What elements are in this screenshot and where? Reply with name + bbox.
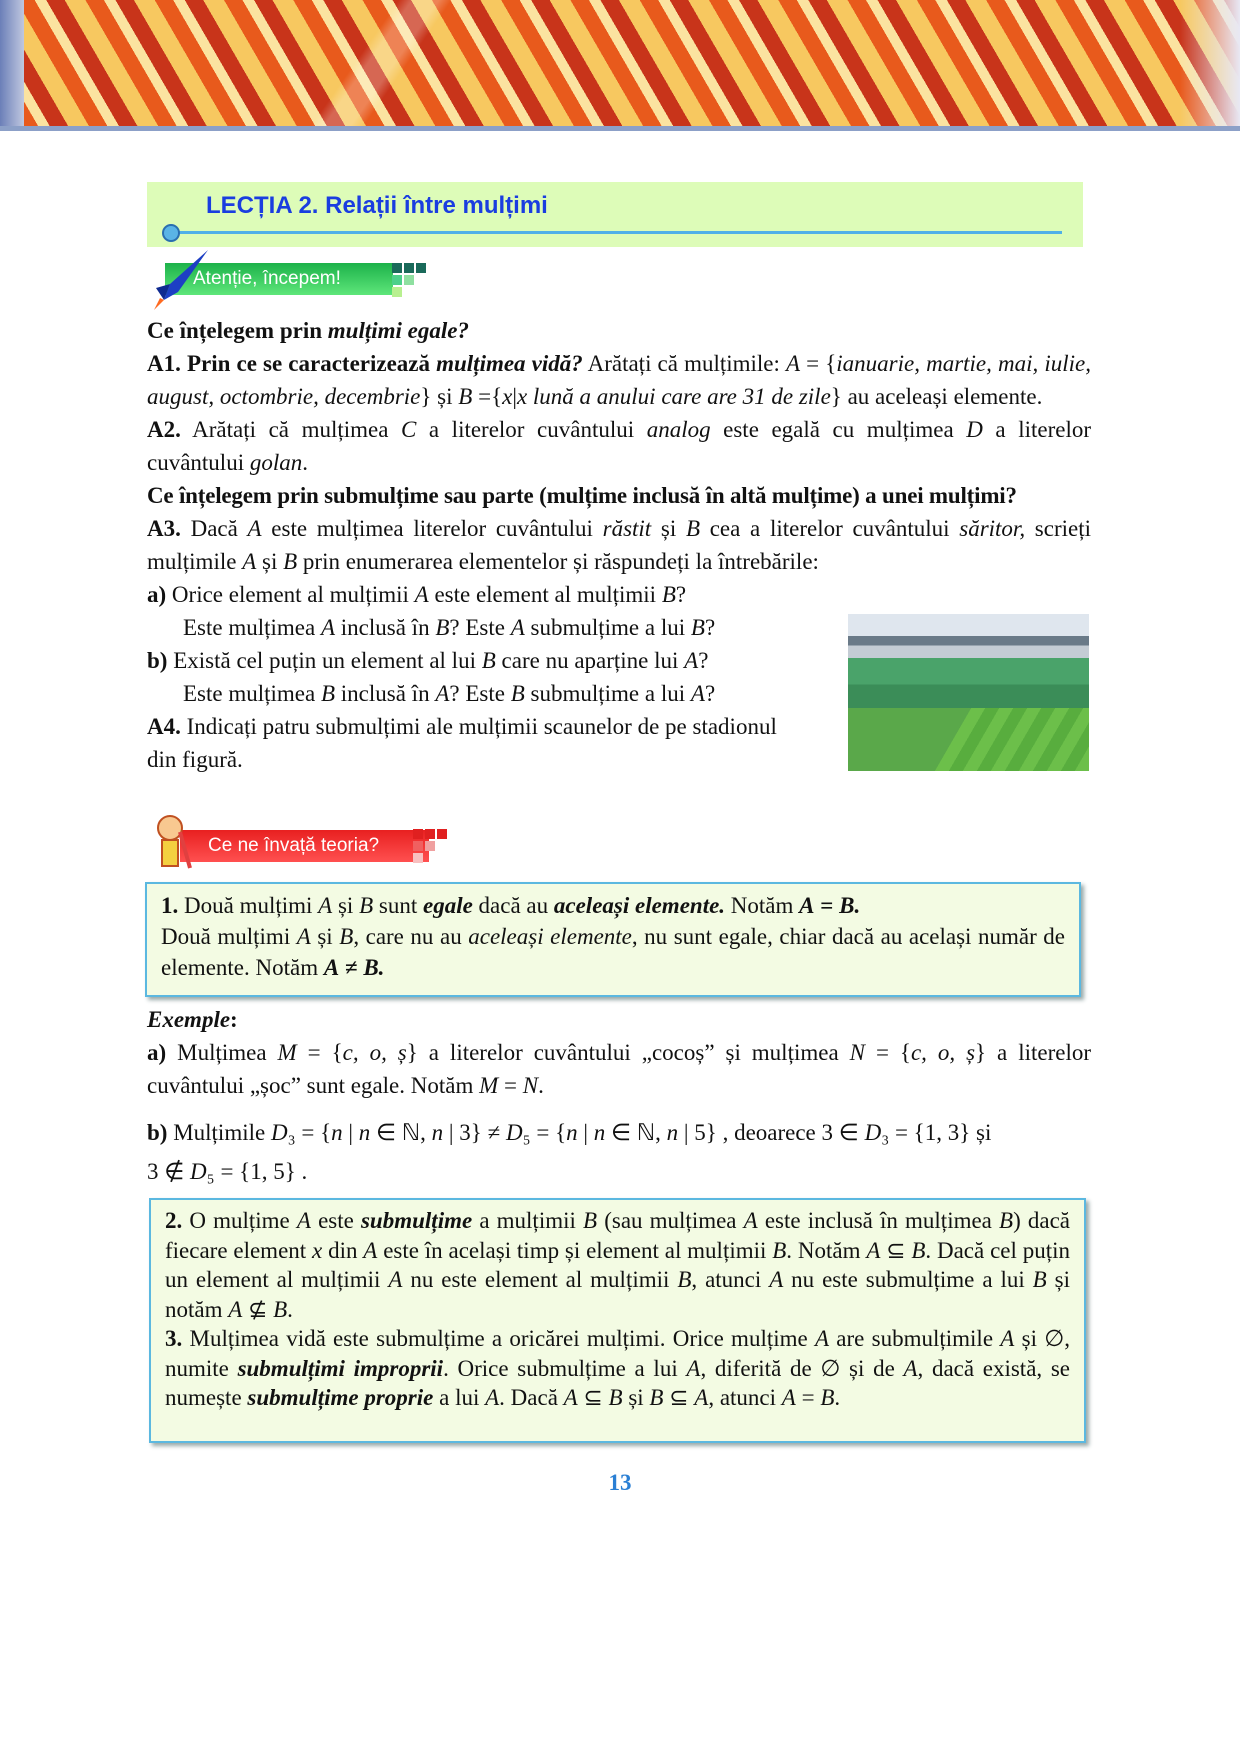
text-segment: mulțimea vidă? [436,351,583,376]
text-segment: ₅ = { [522,1120,567,1145]
rocket-icon [150,248,212,312]
examples-heading [147,1003,1091,1036]
example-b [147,1116,1091,1149]
text-segment: și notăm [165,1267,1070,1322]
text-segment: | 3} ≠ [443,1120,506,1145]
text-segment: Este mulțimea [183,681,321,706]
text-segment: = [795,1385,821,1410]
girl-pencil-icon [150,812,194,872]
text-segment: , atunci [708,1385,782,1410]
text-segment: | [512,384,517,409]
text-segment: = { [800,351,837,376]
text-segment: și [310,924,340,949]
text-segment: și [651,516,686,541]
text-segment: B [583,1208,598,1233]
text-segment: A [781,1385,796,1410]
text-segment: ={ [472,384,503,409]
text-segment: N [522,1073,539,1098]
text-segment: 2. [165,1208,183,1233]
text-segment: și [332,893,360,918]
text-segment: ? [704,615,716,640]
text-segment: B [820,1385,835,1410]
text-segment: ∈ ℕ, [370,1120,432,1145]
text-segment: x [312,1237,323,1263]
text-segment: ) dacă fiecare element [165,1208,1070,1263]
text-segment: 3 ∉ [147,1159,191,1184]
page-number: 13 [608,1470,632,1495]
section-badge-theory [180,830,429,862]
text-segment: x lună a anului care are 31 de zile [516,384,831,409]
text-segment: Indicați patru submulțimi ale mulțimii scaunelor de pe stadionul [180,714,777,739]
text-segment: A [684,648,699,673]
text-segment: . Dacă cel puțin un element al mulțimii [165,1237,1070,1292]
text-segment: Mulțimea vidă este submulțime a oricărei mulțimi. Orice mulțime [182,1326,815,1351]
text-segment: A [510,615,525,640]
text-segment: A [363,1237,378,1263]
text-segment: A [866,1237,881,1263]
text-segment: n [431,1120,444,1145]
text-segment: ? [675,582,687,607]
text-segment: N [849,1040,865,1065]
text-segment: B [359,893,374,918]
header-banner-image [0,0,1240,128]
text-segment: nu este element al mulțimii [402,1267,678,1292]
text-segment: submulțime a lui [524,681,691,706]
text-segment: A [228,1296,243,1322]
exercise-a2 [147,413,1091,479]
text-segment: aceleași elemente. [553,893,726,918]
text-segment: ₅ = {1, 5} . [206,1159,308,1184]
exercise-a3 [147,512,1091,578]
text-segment: este egală cu mulțimea [710,417,967,442]
text-segment: . Notăm [786,1237,867,1263]
text-segment: ianuarie, martie, mai, iulie, august, octombrie, decembrie [147,351,1091,409]
text-segment: Două mulțimi [178,893,319,918]
text-segment: A [414,582,429,607]
text-segment: A [690,681,705,706]
text-segment: Mulțimea [166,1040,278,1065]
text-segment: B [273,1296,288,1322]
theory-3 [165,1324,1070,1413]
text-segment: este inclusă în mulțimea [757,1208,1000,1233]
text-segment: ? Este [449,615,511,640]
text-segment: ? [704,681,716,706]
lesson-bullet-dot [162,224,180,242]
lesson-header [147,182,1083,247]
text-segment: } a literelor cuvântului „șoc” sunt egale. Notăm [147,1040,1092,1098]
text-segment: O mulțime [182,1208,297,1233]
text-segment: are submulțimile [829,1326,1001,1351]
text-segment: D [864,1120,882,1145]
text-segment: B [772,1237,787,1263]
text-segment: , nu sunt egale, chiar dacă au același număr de elemente. Notăm [161,924,1065,980]
text-segment: inclusă în [335,681,436,706]
text-segment: B [608,1385,623,1410]
text-segment: A [242,549,257,574]
text-segment: A [320,615,336,640]
badge-label: Atenție, începem! [193,268,341,289]
text-segment: A1. Prin ce se caracterizează [147,351,437,376]
text-segment: B [1032,1267,1047,1292]
text-segment: A [296,924,311,949]
text-segment: Există cel puțin un element al lui [167,648,482,673]
text-segment: răstit [602,516,652,541]
text-segment: ₃ = {1, 3} și [881,1120,992,1145]
examples [147,1003,1091,1188]
theory-2 [165,1206,1070,1324]
text-segment: B [320,681,336,706]
text-segment: , dacă există, se numește [165,1355,1070,1410]
text-segment: dacă au [472,893,554,918]
text-segment: c, o, ș [342,1040,407,1065]
text-segment: . [834,1385,841,1410]
text-segment: din figură. [147,747,243,772]
text-segment: B [435,615,450,640]
text-segment: sunt [373,893,423,918]
text-segment: submulțimi improprii [237,1355,444,1381]
text-segment: B [685,516,701,541]
text-segment: B [677,1267,692,1292]
text-segment: } și [420,384,459,409]
text-segment: scrieți mulțimile [147,516,1091,574]
text-segment: este element al mulțimii [428,582,662,607]
text-segment: mulțimi egale? [327,318,469,343]
lesson-title: LECȚIA 2. Relații între mulțimi [206,192,548,219]
text-segment: } a literelor cuvântului „cocoș” și mulțimea [406,1040,850,1065]
text-segment: n [593,1120,606,1145]
text-segment: a mulțimii [472,1208,584,1233]
text-segment: Orice element al mulțimii [166,582,415,607]
text-segment: ⊆ [880,1237,912,1263]
text-segment: A [786,351,801,376]
text-segment: } au aceleași elemente. [830,384,1043,409]
text-segment: B [339,924,354,949]
text-segment: A [323,955,340,980]
text-segment: (sau mulțimea [597,1208,744,1233]
text-segment: n [331,1120,343,1145]
text-segment: | [342,1120,359,1145]
heading-equal-sets [147,314,1091,347]
example-b-2 [147,1155,1091,1188]
text-segment: Ce înțelegem prin submulțime sau parte (mulțime inclusă în altă mulțime) a unei mulțimi? [147,483,1017,508]
banner-divider [0,126,1240,131]
text-segment: c, o, ș [910,1040,976,1065]
text-segment: din [322,1237,364,1263]
text-segment: . [302,450,308,475]
theory-box-subsets [149,1198,1086,1443]
text-segment: și [622,1385,650,1410]
a3-line-a [147,578,1091,611]
text-segment: A [743,1208,758,1233]
theory-1-line-1 [161,890,1065,921]
text-segment: A [296,1208,311,1233]
text-segment: , diferită de ∅ și de [700,1355,904,1381]
text-segment: ₃ = { [287,1120,332,1145]
text-segment: A [686,1355,701,1381]
text-segment: 3. [165,1326,183,1351]
text-segment: B [458,384,473,409]
text-segment: inclusă în [335,615,436,640]
text-segment: a) [147,582,167,607]
text-segment: M [277,1040,297,1065]
text-segment: Mulțimile [167,1120,271,1145]
text-segment: : [230,1007,238,1032]
text-segment: A [247,516,262,541]
text-segment: A [769,1267,784,1292]
banner-right-fade [1180,0,1240,128]
text-segment: , atunci [691,1267,770,1292]
text-segment: . Orice submulțime a lui [443,1355,687,1381]
text-segment: egale [422,893,473,918]
text-segment: analog [646,417,711,442]
text-segment: a literelor cuvântului [147,417,1092,475]
text-segment: submulțime a lui [524,615,691,640]
text-segment: care nu aparține lui [495,648,685,673]
text-segment: cea a literelor cuvântului [700,516,960,541]
text-segment: . Dacă [499,1385,564,1410]
text-segment: n [566,1120,578,1145]
text-segment: nu este submulțime a lui [783,1267,1033,1292]
stadium-photo [848,614,1089,771]
text-segment: ≠ [339,955,364,980]
text-segment: și ∅, numite [165,1326,1071,1381]
text-segment: este în același timp și element al mulțimii [377,1237,773,1263]
exercise-a1 [147,347,1091,413]
text-segment: Exemple [147,1007,231,1032]
text-segment: b) [147,648,168,673]
banner-left-strip [0,0,24,128]
text-segment: și [256,549,284,574]
text-segment: Ce înțelegem prin [147,318,328,343]
text-segment: D [190,1159,207,1184]
text-segment: submulțime [360,1208,473,1233]
text-segment: | 5} , deoarece 3 ∈ [678,1120,865,1145]
text-segment: B [481,648,496,673]
text-segment: = [498,1073,523,1098]
decorative-squares-green [392,263,426,297]
text-segment: Arătați că mulțimile: [582,351,787,376]
text-segment: B [510,681,525,706]
text-segment: B [649,1385,664,1410]
text-segment: Arătați că mulțimea [180,417,401,442]
text-segment: săritor, [959,516,1026,541]
text-segment: A [799,893,815,918]
text-segment: = [814,893,840,918]
text-segment: Dacă [180,516,248,541]
text-segment: | [577,1120,594,1145]
text-segment: ? [698,648,709,673]
text-segment: B [999,1208,1014,1233]
theory-1-line-2 [161,921,1065,983]
text-segment: A [814,1326,830,1351]
text-segment: M [479,1073,499,1098]
heading-subsets [147,479,1091,512]
text-segment: submulțime proprie [247,1385,434,1410]
text-segment: . [287,1296,293,1322]
text-segment: aceleași elemente [468,924,632,949]
lesson-underline [172,231,1062,234]
text-segment: b) [147,1120,168,1145]
text-segment: a lui [433,1385,486,1410]
text-segment: A4. [147,714,181,739]
decorative-squares-red [413,829,447,863]
text-segment: ? Este [449,681,511,706]
text-segment: ⊆ [577,1385,609,1410]
text-segment: ⊆ [663,1385,695,1410]
text-segment: = { [864,1040,911,1065]
text-segment: = { [296,1040,343,1065]
text-segment: B. [839,893,861,918]
text-segment: D [966,417,983,442]
text-segment: A [388,1267,403,1292]
text-segment: B [283,549,298,574]
text-segment: n [666,1120,679,1145]
text-segment: prin enumerarea elementelor și răspundeți la întrebările: [297,549,819,574]
text-segment: Notăm [725,893,800,918]
text-segment: B [911,1237,926,1263]
text-segment: ∈ ℕ, [605,1120,667,1145]
text-segment: Două mulțimi [161,924,297,949]
text-segment: A [1000,1326,1015,1351]
text-segment: a literelor cuvântului [416,417,647,442]
text-segment: este [310,1208,361,1233]
text-segment: B. [363,955,385,980]
text-segment: D [505,1120,523,1145]
text-segment: A3. [147,516,181,541]
text-segment: B [661,582,676,607]
text-segment: A [694,1385,709,1410]
text-segment: C [401,417,417,442]
text-segment: a) [147,1040,167,1065]
text-segment: n [358,1120,371,1145]
example-a [147,1036,1091,1102]
text-segment: . [538,1073,544,1098]
text-segment: D [270,1120,288,1145]
badge-label: Ce ne învață teoria? [208,835,380,856]
text-segment: x [502,384,513,409]
text-segment: A [318,893,333,918]
text-segment: Este mulțimea [183,615,321,640]
text-segment: 1. [161,893,179,918]
text-segment: A [435,681,450,706]
text-segment: , care nu au [353,924,469,949]
text-segment: golan [249,450,303,475]
text-segment: A [903,1355,918,1381]
theory-box-equal-sets [145,882,1081,997]
text-segment: este mulțimea literelor cuvântului [261,516,603,541]
text-segment: A2. [147,417,181,442]
text-segment: ⊈ [242,1296,274,1322]
text-segment: A [563,1385,578,1410]
text-segment: B [690,615,705,640]
text-segment: A [485,1385,500,1410]
